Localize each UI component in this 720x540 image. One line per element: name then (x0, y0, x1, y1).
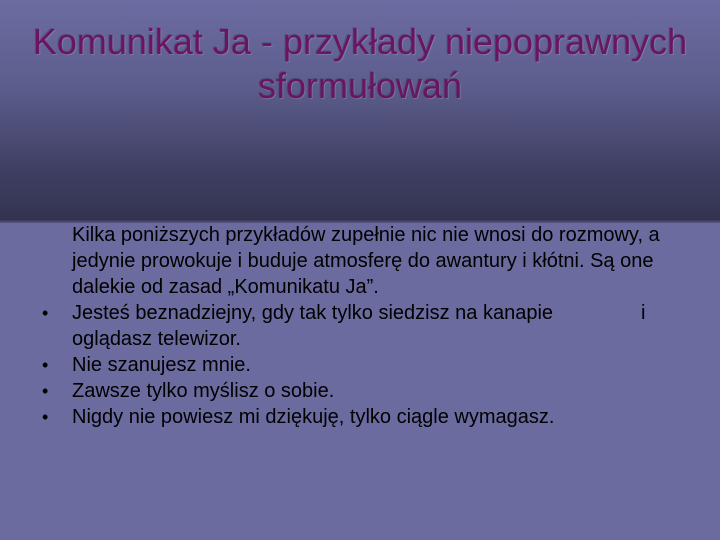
list-item: • Nigdy nie powiesz mi dziękuję, tylko ciągle wymagasz. (42, 404, 692, 430)
intro-paragraph: Kilka poniższych przykładów zupełnie nic nie wnosi do rozmowy, a jedynie prowokuje i buduje atmosferę do awantury i kłótni. Są one dalekie od zasad „Komunikatu Ja”. (72, 224, 660, 298)
list-item (42, 300, 692, 352)
list-item-text-part1: Jesteś beznadziejny, gdy tak tylko siedzisz na kanapie (72, 302, 554, 324)
list-item: • Nie szanujesz mnie. (42, 352, 692, 378)
slide-title: Komunikat Ja - przykłady niepoprawnych sformułowań (32, 21, 688, 106)
list-item-text-part2: i oglądasz telewizor. (72, 302, 646, 350)
slide-content-list (42, 222, 692, 430)
list-item: • Zawsze tylko myślisz o sobie. (42, 378, 692, 404)
